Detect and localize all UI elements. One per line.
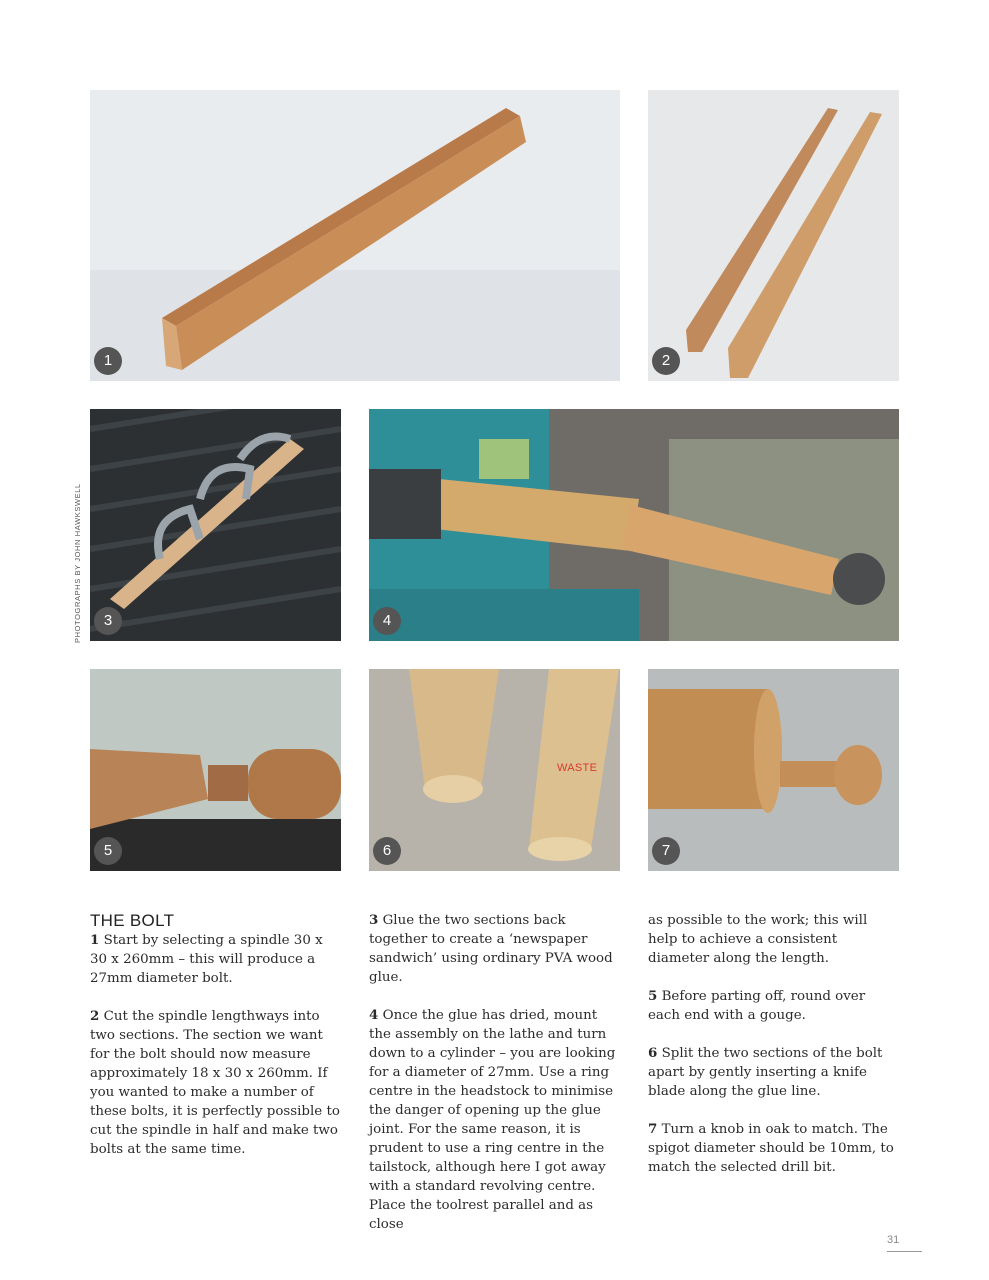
step-1 xyxy=(90,931,342,988)
step-5-text: Before parting off, round over each end with a gouge. xyxy=(648,989,866,1023)
photo-2-number-badge: 2 xyxy=(652,347,680,375)
photo-4-image xyxy=(369,409,899,641)
step-4-number: 4 xyxy=(369,1007,379,1023)
step-1-number: 1 xyxy=(90,932,100,948)
photo-6-number-badge: 6 xyxy=(373,837,401,865)
section-heading: THE BOLT xyxy=(90,911,175,930)
photo-6 xyxy=(369,669,620,871)
step-2 xyxy=(90,1007,342,1159)
step-2-number: 2 xyxy=(90,1008,100,1024)
photo-7-number-badge: 7 xyxy=(652,837,680,865)
page-number: 31 xyxy=(887,1234,900,1246)
photo-7 xyxy=(648,669,899,871)
step-3-text: Glue the two sections back together to create a ‘newspaper sandwich’ using ordinary PVA wood glue. xyxy=(369,913,613,985)
photo-credit: PHOTOGRAPHS BY JOHN HAWKSWELL xyxy=(73,483,82,643)
text-column-1 xyxy=(90,911,342,1178)
step-4-text: Once the glue has dried, mount the assembly on the lathe and turn down to a cylinder – you are looking for a diameter of 27mm. Use a ring centre in the headstock to minimise the danger of opening up the glue joint. For the same reason, it is prudent to use a ring centre in the tailstock, although here I got away with a standard revolving centre. Place the toolrest parallel and as close xyxy=(369,1008,616,1232)
step-7-text: Turn a knob in oak to match. The spigot diameter should be 10mm, to match the selected drill bit. xyxy=(648,1122,894,1175)
step-4 xyxy=(369,1006,621,1234)
photo-2 xyxy=(648,90,899,381)
step-6 xyxy=(648,1044,900,1101)
photo-1 xyxy=(90,90,620,381)
step-5-number: 5 xyxy=(648,988,658,1004)
step-7-number: 7 xyxy=(648,1121,658,1137)
photo-5 xyxy=(90,669,341,871)
step-6-number: 6 xyxy=(648,1045,658,1061)
photo-3-number-badge: 3 xyxy=(94,607,122,635)
text-column-3 xyxy=(648,911,900,1196)
photo-2-image xyxy=(648,90,899,381)
photo-5-image xyxy=(90,669,341,871)
step-3 xyxy=(369,911,621,987)
photo-7-image xyxy=(648,669,899,871)
photo-4-number-badge: 4 xyxy=(373,607,401,635)
step-6-text: Split the two sections of the bolt apart by gently inserting a knife blade along the glue line. xyxy=(648,1046,883,1099)
text-column-2 xyxy=(369,911,621,1253)
photo-1-image xyxy=(90,90,620,381)
step-4-continued xyxy=(648,911,900,968)
photo-3 xyxy=(90,409,341,641)
photo-5-number-badge: 5 xyxy=(94,837,122,865)
step-4-continued-text: as possible to the work; this will help to achieve a consistent diameter along the length. xyxy=(648,913,868,966)
page-number-rule xyxy=(887,1251,922,1252)
step-7 xyxy=(648,1120,900,1177)
step-3-number: 3 xyxy=(369,912,379,928)
step-2-text: Cut the spindle lengthways into two sections. The section we want for the bolt should now measure approximately 18 x 30 x 260mm. If you wanted to make a number of these bolts, it is perfectly possible to cut the spindle in half and make two bolts at the same time. xyxy=(90,1009,340,1157)
photo-1-number-badge: 1 xyxy=(94,347,122,375)
waste-label: WASTE xyxy=(557,762,598,774)
step-1-text: Start by selecting a spindle 30 x 30 x 260mm – this will produce a 27mm diameter bolt. xyxy=(90,933,323,986)
photo-3-image xyxy=(90,409,341,641)
photo-4 xyxy=(369,409,899,641)
step-5 xyxy=(648,987,900,1025)
